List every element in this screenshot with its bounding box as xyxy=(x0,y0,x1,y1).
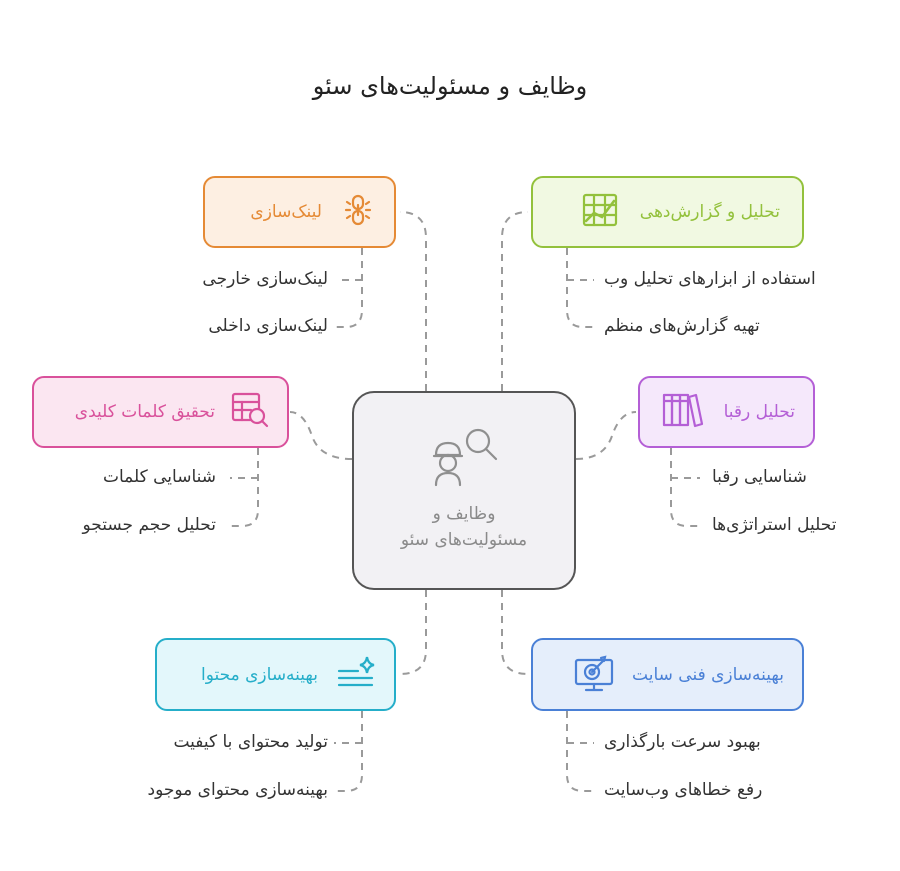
linking-item-2: لینک‌سازی داخلی xyxy=(208,316,328,336)
node-technical[interactable] xyxy=(531,638,804,711)
linking-item-1: لینک‌سازی خارجی xyxy=(202,269,328,289)
node-linking[interactable] xyxy=(203,176,396,248)
center-node[interactable] xyxy=(352,391,576,590)
node-content-label: بهینه‌سازی محتوا xyxy=(201,664,318,685)
sub-connector-linking xyxy=(336,248,362,327)
person-search-icon xyxy=(430,423,500,491)
page-title: وظایف و مسئولیت‌های سئو xyxy=(312,72,588,100)
center-label-line1: وظایف و xyxy=(432,504,496,524)
sub-connector-content xyxy=(334,711,362,791)
books-icon xyxy=(662,392,704,432)
chain-link-icon xyxy=(344,193,372,231)
node-analytics-label: تحلیل و گزارش‌دهی xyxy=(639,202,780,222)
center-label-line2: مسئولیت‌های سئو xyxy=(400,530,528,550)
node-content[interactable] xyxy=(155,638,396,711)
connector-competitors xyxy=(576,412,636,459)
technical-item-2: رفع خطاهای وب‌سایت xyxy=(604,780,763,800)
chart-icon xyxy=(582,193,618,231)
sub-connector-keywords xyxy=(230,448,258,526)
node-competitors-label: تحلیل رقبا xyxy=(723,402,795,422)
keywords-item-2: تحلیل حجم جستجو xyxy=(82,515,216,535)
content-item-1: تولید محتوای با کیفیت xyxy=(173,732,328,752)
monitor-target-icon xyxy=(574,654,614,696)
sparkle-lines-icon xyxy=(336,655,376,695)
technical-item-1: بهبود سرعت بارگذاری xyxy=(604,732,761,752)
sub-connector-competitors xyxy=(671,448,700,526)
node-linking-label: لینک‌سازی xyxy=(250,202,322,222)
node-competitors[interactable] xyxy=(638,376,815,448)
sub-connector-analytics xyxy=(567,248,594,327)
connector-linking xyxy=(400,212,426,391)
table-search-icon xyxy=(231,392,269,432)
connector-keywords xyxy=(290,412,352,459)
connector-content xyxy=(400,590,426,674)
node-keywords-label: تحقیق کلمات کلیدی xyxy=(74,402,215,422)
competitors-item-1: شناسایی رقبا xyxy=(712,467,807,487)
keywords-item-1: شناسایی کلمات xyxy=(102,467,216,487)
node-keywords[interactable] xyxy=(32,376,289,448)
connector-technical xyxy=(502,590,528,674)
node-analytics[interactable] xyxy=(531,176,804,248)
analytics-item-1: استفاده از ابزارهای تحلیل وب xyxy=(604,269,816,289)
analytics-item-2: تهیه گزارش‌های منظم xyxy=(604,316,760,336)
sub-connector-technical xyxy=(567,711,594,791)
content-item-2: بهینه‌سازی محتوای موجود xyxy=(147,780,328,800)
competitors-item-2: تحلیل استراتژی‌ها xyxy=(712,515,837,535)
connector-analytics xyxy=(502,212,528,391)
node-technical-label: بهینه‌سازی فنی سایت xyxy=(632,664,784,685)
